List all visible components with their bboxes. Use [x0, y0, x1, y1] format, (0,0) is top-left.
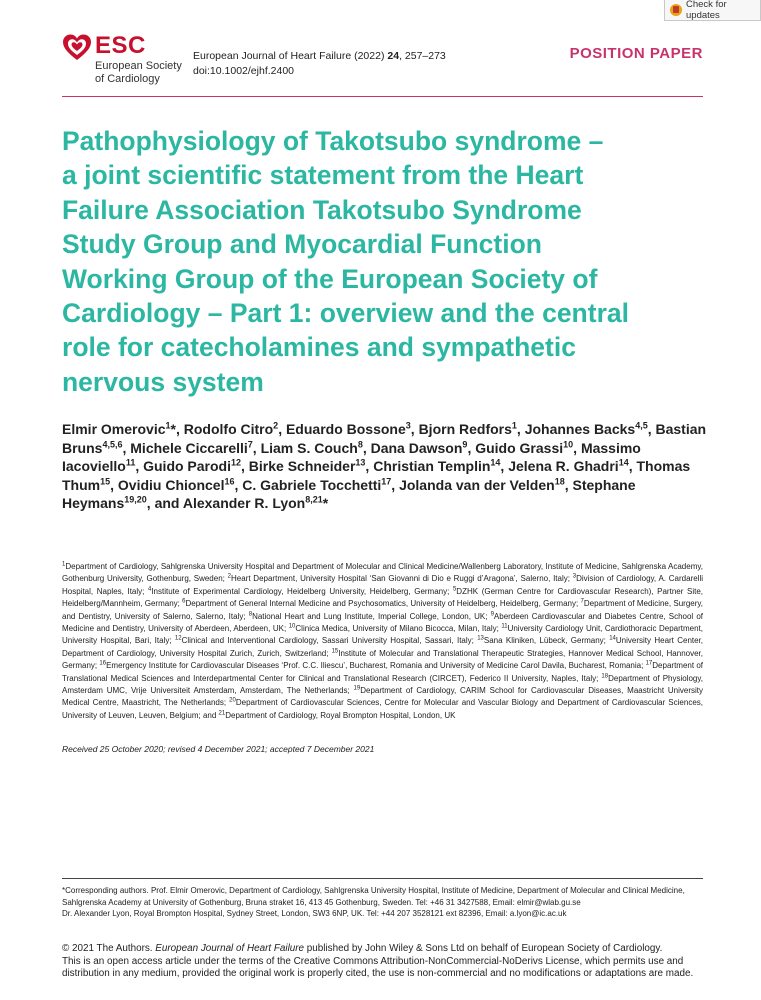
affiliation-item: $^{10}$Clinica Medica, University of Milano Bicocca, Milan, Italy;: [288, 623, 502, 634]
journal-citation: European Journal of Heart Failure (2022) 24, 257–273 doi:10.1002/ejhf.2400: [193, 50, 446, 77]
author-name: Jolanda van der Velden$^{18}$,: [399, 475, 573, 493]
heart-logo-icon: [62, 33, 92, 63]
esc-logo-acronym: ESC: [95, 32, 146, 59]
author-affiliation-ref: 8,21: [305, 494, 323, 505]
affiliation-item: $^{15}$Institute of Molecular and Translational Therapeutic Strategies, Hannover Medical School, Hannover, Germany;: [62, 648, 703, 671]
title-line: Failure Association Takotsubo Syndrome: [62, 194, 582, 225]
author-affiliation-ref: 4,5: [635, 420, 648, 431]
author-name: Birke Schneider$^{13}$,: [248, 457, 374, 474]
author-affiliation-ref: 7: [247, 438, 253, 449]
author-name: Christian Templin$^{14}$,: [373, 457, 509, 474]
author-name: Bastian Bruns$^{4,5,6}$,: [62, 421, 707, 456]
update-icon: [670, 4, 682, 16]
author-affiliation-ref: 12: [231, 457, 242, 468]
title-line: Study Group and Myocardial Function: [62, 229, 542, 260]
author-affiliation-ref: 14: [490, 457, 501, 468]
affiliation-item: $^4$Institute of Experimental Cardiology, Heidelberg University, Heidelberg, Germany;: [147, 586, 453, 596]
author-name: Eduardo Bossone$^3$,: [285, 420, 419, 437]
author-name: Stephane Heymans$^{19,20}$,: [62, 476, 636, 511]
affiliation-item: $^{18}$Department of Physiology, Amsterdam UMC, Vrije Universiteit Amsterdam, Amsterdam, The Netherlands;: [62, 673, 704, 696]
author-name: Ovidiu Chioncel$^{16}$,: [117, 475, 243, 493]
author-name: Michele Ciccarelli$^7$,: [130, 438, 261, 456]
affiliation-item: $^1$Department of Cardiology, Sahlgrenska University Hospital and Department of Molecular and Clinical Medicine/Wallenberg Laboratory, Institute of Medicine, Sahlgrenska Academy, Gothenburg University, Gothenburg, Sweden;: [62, 561, 703, 584]
header-divider: [62, 96, 703, 97]
title-line: role for catecholamines and sympathetic: [62, 332, 576, 363]
author-affiliation-ref: 17: [381, 475, 392, 486]
doi-link[interactable]: doi:10.1002/ejhf.2400: [193, 65, 295, 77]
affiliation-item: $^{13}$Sana Kliniken, Lübeck, Germany;: [477, 635, 610, 646]
affiliation-item: $^9$Aberdeen Cardiovascular and Diabetes Centre, School of Medicine and Dentistry, University of Aberdeen, Aberdeen, UK;: [62, 610, 704, 634]
affiliation-item: $^5$DZHK (German Centre for Cardiovascular Research), Partner Site, Heidelberg/Mannheim, Germany;: [62, 586, 703, 609]
affiliation-item: $^{17}$Department of Translational Medical Sciences and Interdepartmental Center for Clinical and Translational Research (CIRCET), Federico II University, Naples, Italy;: [62, 660, 704, 683]
affiliation-item: $^3$Division of Cardiology, A. Cardarelli Hospital, Naples, Italy;: [62, 573, 704, 596]
article-history: Received 25 October 2020; revised 4 December 2021; accepted 7 December 2021: [62, 744, 375, 754]
affiliation-item: $^8$National Heart and Lung Institute, Imperial College, London, UK;: [248, 610, 491, 621]
check-for-updates-button[interactable]: [664, 0, 761, 21]
author-name: Guido Grassi$^{10}$,: [475, 438, 581, 456]
author-name: Bjorn Redfors$^1$,: [418, 420, 525, 437]
affiliation-item: $^{19}$Department of Cardiology, CARIM School for Cardiovascular Diseases, Maastricht University Medical Centre, Maastricht, The Netherlands;: [62, 685, 703, 708]
title-line: nervous system: [62, 366, 264, 397]
author-affiliation-ref: 10: [563, 438, 574, 449]
author-name: Massimo Iacoviello$^{11}$,: [62, 439, 641, 474]
affiliation-item: $^{21}$Department of Cardiology, Royal Brompton Hospital, London, UK: [218, 710, 456, 720]
affiliation-item: $^{14}$University Heart Center, Department of Cardiology, University Hospital Zurich, Zurich, Switzerland;: [62, 635, 704, 658]
author-list: [62, 420, 712, 513]
author-name: Thomas Thum$^{15}$,: [62, 458, 691, 493]
article-title: [62, 124, 712, 399]
license-text: This is an open access article under the terms of the Creative Commons Attribution-NonCommercial-NoDerivs License, which permits use and distribution in any medium, provided the original work is properly cited, the use is non-commercial and no modifications or adaptations are made.: [62, 955, 694, 979]
author-name: C. Gabriele Tocchetti$^{17}$,: [242, 475, 400, 493]
esc-logo-name: European Society of Cardiology: [95, 60, 182, 85]
author-name: Jelena R. Ghadri$^{14}$,: [508, 457, 637, 474]
affiliation-item: $^2$Heart Department, University Hospital ‘San Giovanni di Dio e Ruggi d’Aragona’, Salerno, Italy;: [227, 573, 573, 584]
author-name: and Alexander R. Lyon$^{8,21}$*: [154, 494, 329, 511]
affiliation-item: $^{12}$Clinical and Interventional Cardiology, Sassari University Hospital, Sassari, Italy;: [174, 635, 478, 646]
author-name: Elmir Omerovic$^1$*,: [62, 420, 184, 437]
author-affiliation-ref: 1: [511, 420, 517, 431]
author-affiliation-ref: 18: [554, 475, 565, 486]
author-affiliation-ref: 9: [462, 438, 468, 449]
author-name: Johannes Backs$^{4,5}$,: [524, 420, 656, 437]
author-affiliation-ref: 8: [357, 438, 363, 449]
author-affiliation-ref: 4,5,6: [102, 438, 123, 449]
corresponding-authors: *Corresponding authors. Prof. Elmir Omerovic, Department of Cardiology, Sahlgrenska University Hospital, Institute of Medicine, Department of Molecular and Clinical Medicine, Sahlgrenska Academy at University of Gothenburg, Bruna straket 16, 413 45 Gothenburg, Sweden. Tel: +46 31 3427588, Email: elmir@wlab.gu.se Dr. Alexander Lyon, Royal Brompton Hospital, Sydney Street, London, SW3 6NP, UK. Tel: +44 207 3528121 ext 82396, Email: a.lyon@ic.ac.uk: [62, 886, 685, 918]
affiliation-item: $^{20}$Department of Cardiovascular Sciences, Centre for Molecular and Vascular Biology and Department of Cardiovascular Sciences, University of Leuven, Leuven, Belgium; and: [62, 697, 703, 720]
affiliation-item: $^6$Department of General Internal Medicine and Psychosomatics, University of Heidelberg, Heidelberg, Germany;: [182, 598, 581, 609]
title-line: Pathophysiology of Takotsubo syndrome –: [62, 126, 604, 156]
author-name: Dana Dawson$^9$,: [370, 438, 476, 456]
author-affiliation-ref: 16: [224, 475, 235, 486]
footnote-divider: [62, 878, 703, 879]
author-affiliation-ref: 14: [618, 457, 629, 468]
author-name: Guido Parodi$^{12}$,: [143, 457, 249, 474]
author-affiliation-ref: 19,20: [124, 494, 147, 505]
affiliation-item: $^{11}$University Cardiology Unit, Cardiothoracic Department, University Hospital, Bari, Italy;: [62, 623, 704, 646]
author-affiliation-ref: 15: [100, 475, 111, 486]
author-affiliation-ref: 13: [355, 457, 366, 468]
affiliations: [62, 561, 703, 722]
copyright-notice: © 2021 The Authors. European Journal of Heart Failure published by John Wiley & Sons Ltd on behalf of European Society of Cardiology. This is an open access article under the terms of the Creative Commons Attribution-NonCommercial-NoDerivs License, which permits use and distribution in any medium, provided the original work is properly cited, the use is non-commercial and no modifications or adaptations are made.: [62, 943, 707, 981]
title-line: Working Group of the European Society of: [62, 263, 598, 294]
author-affiliation-ref: 1: [165, 420, 171, 431]
article-type-label: POSITION PAPER: [569, 45, 703, 62]
check-for-updates-label: Check for updates: [686, 0, 727, 21]
title-line: Cardiology – Part 1: overview and the central: [62, 298, 629, 329]
author-name: Rodolfo Citro$^2$,: [183, 420, 286, 437]
author-affiliation-ref: 11: [125, 457, 136, 468]
author-affiliation-ref: 2: [273, 420, 279, 431]
affiliation-item: $^7$Department of Medicine, Surgery, and Dentistry, University of Salerno, Salerno, Italy;: [62, 598, 704, 621]
author-name: Liam S. Couch$^8$,: [260, 438, 371, 456]
title-line: a joint scientific statement from the Heart: [62, 160, 584, 191]
author-affiliation-ref: 3: [405, 420, 411, 431]
affiliation-item: $^{16}$Emergency Institute for Cardiovascular Diseases ‘Prof. C.C. Iliescu’, Bucharest, Romania and University of Medicine Carol Davila, Bucharest, Romania;: [99, 660, 646, 671]
